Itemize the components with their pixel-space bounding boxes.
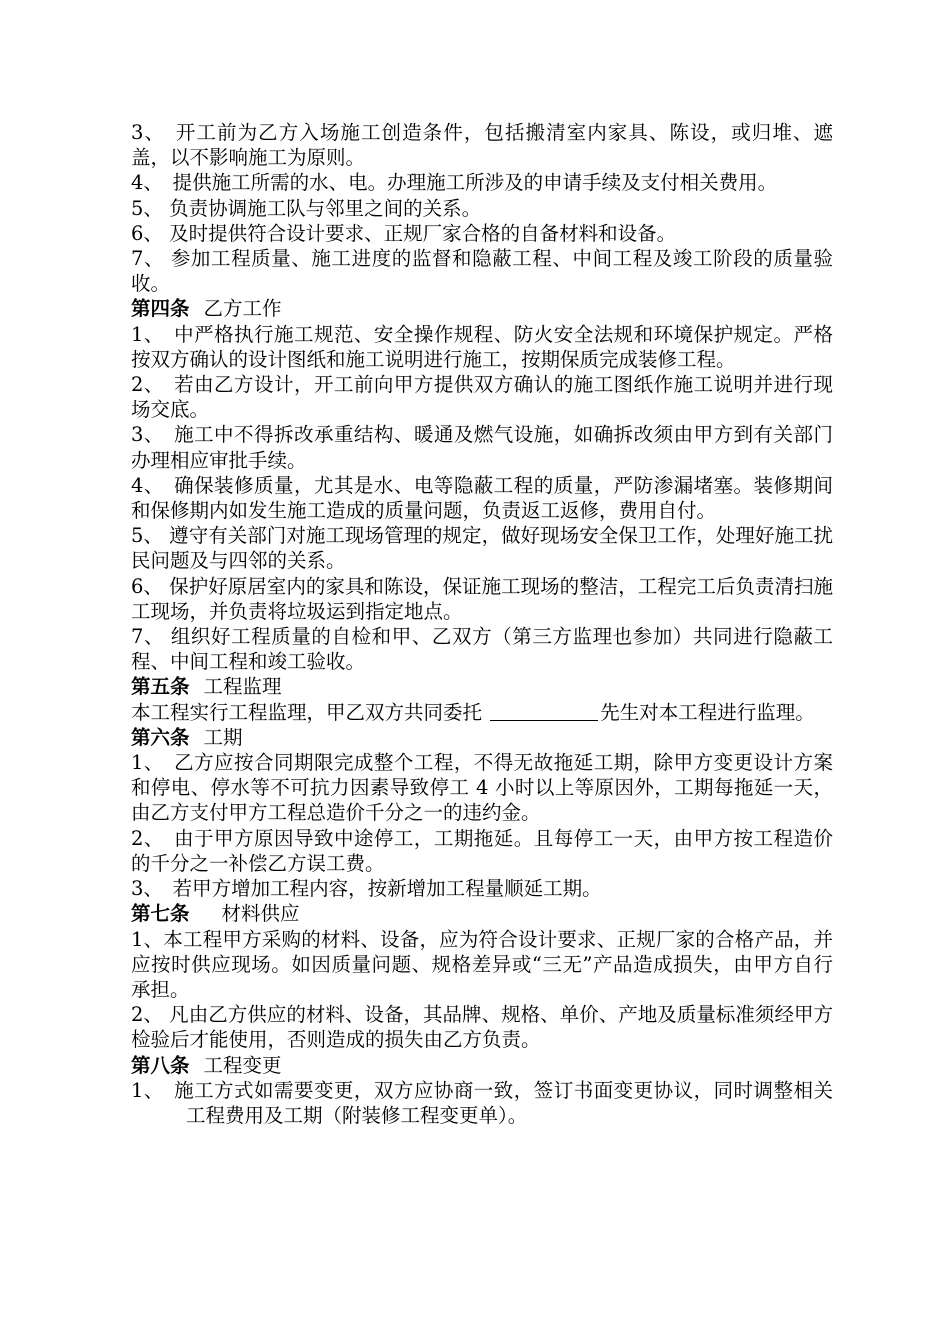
paragraph: 7、 参加工程质量、施工进度的监督和隐蔽工程、中间工程及竣工阶段的质量验收。 xyxy=(131,247,833,296)
paragraph: 4、 提供施工所需的水、电。办理施工所涉及的申请手续及支付相关费用。 xyxy=(131,171,778,195)
paragraph: 2、 凡由乙方供应的材料、设备，其品牌、规格、单价、产地及质量标准须经甲方检验后才能使用，否则造成的损失由乙方负责。 xyxy=(131,1003,833,1052)
paragraph: 2、 由于甲方原因导致中途停工，工期拖延。且每停工一天，由甲方按工程造价的千分之一补偿乙方误工费。 xyxy=(131,826,833,875)
article-heading xyxy=(131,1053,833,1078)
paragraph: 4、 确保装修质量，尤其是水、电等隐蔽工程的质量，严防渗漏堵塞。装修期间和保修期内如发生施工造成的质量问题，负责返工返修，费用自付。 xyxy=(131,473,833,523)
paragraph-text: 先生对本工程进行监理。 xyxy=(600,700,815,724)
article-number: 第六条 xyxy=(131,725,190,749)
paragraph-text: 本工程实行工程监理，甲乙双方共同委托 xyxy=(131,700,489,724)
paragraph: 2、 若由乙方设计，开工前向甲方提供双方确认的施工图纸作施工说明并进行现场交底。 xyxy=(131,373,833,422)
paragraph: 5、 遵守有关部门对施工现场管理的规定，做好现场安全保卫工作，处理好施工扰民问题及与四邻的关系。 xyxy=(131,524,833,573)
article-heading xyxy=(131,725,833,750)
fill-in-blank xyxy=(490,702,598,721)
paragraph: 6、 保护好原居室内的家具和陈设，保证施工现场的整洁，工程完工后负责清扫施工现场，并负责将垃圾运到指定地点。 xyxy=(131,574,833,623)
paragraph: 6、 及时提供符合设计要求、正规厂家合格的自备材料和设备。 xyxy=(131,221,677,245)
article-number: 第四条 xyxy=(131,297,190,321)
article-title: 工程监理 xyxy=(203,675,282,699)
paragraph: 5、 负责协调施工队与邻里之间的关系。 xyxy=(131,196,482,220)
paragraph: 1、 中严格执行施工规范、安全操作规程、防火安全法规和环境保护规定。严格按双方确认的设计图纸和施工说明进行施工，按期保质完成装修工程。 xyxy=(131,322,833,371)
document-page xyxy=(131,120,833,1128)
article-title: 乙方工作 xyxy=(203,297,282,321)
article-number: 第五条 xyxy=(131,675,190,699)
article-number: 第八条 xyxy=(131,1053,190,1077)
article-number: 第七条 xyxy=(131,902,190,926)
paragraph: 1、 施工方式如需要变更，双方应协商一致，签订书面变更协议，同时调整相关工程费用及工期（附装修工程变更单）。 xyxy=(131,1078,833,1127)
article-heading xyxy=(131,674,833,699)
article-heading xyxy=(131,296,833,321)
paragraph: 3、 若甲方增加工程内容，按新增加工程量顺延工期。 xyxy=(131,877,602,901)
paragraph: 1、本工程甲方采购的材料、设备，应为符合设计要求、正规厂家的合格产品，并应按时供应现场。如因质量问题、规格差异或“三无”产品造成损失，由甲方自行承担。 xyxy=(131,927,833,1001)
article-title: 工期 xyxy=(203,725,243,749)
paragraph xyxy=(131,700,833,725)
paragraph: 1、 乙方应按合同期限完成整个工程，不得无故拖延工期，除甲方变更设计方案和停电、停水等不可抗力因素导致停工 4 小时以上等原因外，工期每拖延一天，由乙方支付甲方工程总造价千分之一的违约金。 xyxy=(131,751,833,825)
paragraph: 7、 组织好工程质量的自检和甲、乙双方（第三方监理也参加）共同进行隐蔽工程、中间工程和竣工验收。 xyxy=(131,625,833,674)
paragraph: 3、 开工前为乙方入场施工创造条件，包括搬清室内家具、陈设，或归堆、遮盖，以不影响施工为原则。 xyxy=(131,121,833,170)
article-title: 工程变更 xyxy=(203,1053,282,1077)
article-title: 材料供应 xyxy=(221,902,300,926)
article-heading xyxy=(131,901,833,926)
paragraph: 3、 施工中不得拆改承重结构、暖通及燃气设施，如确拆改须由甲方到有关部门办理相应审批手续。 xyxy=(131,423,833,472)
